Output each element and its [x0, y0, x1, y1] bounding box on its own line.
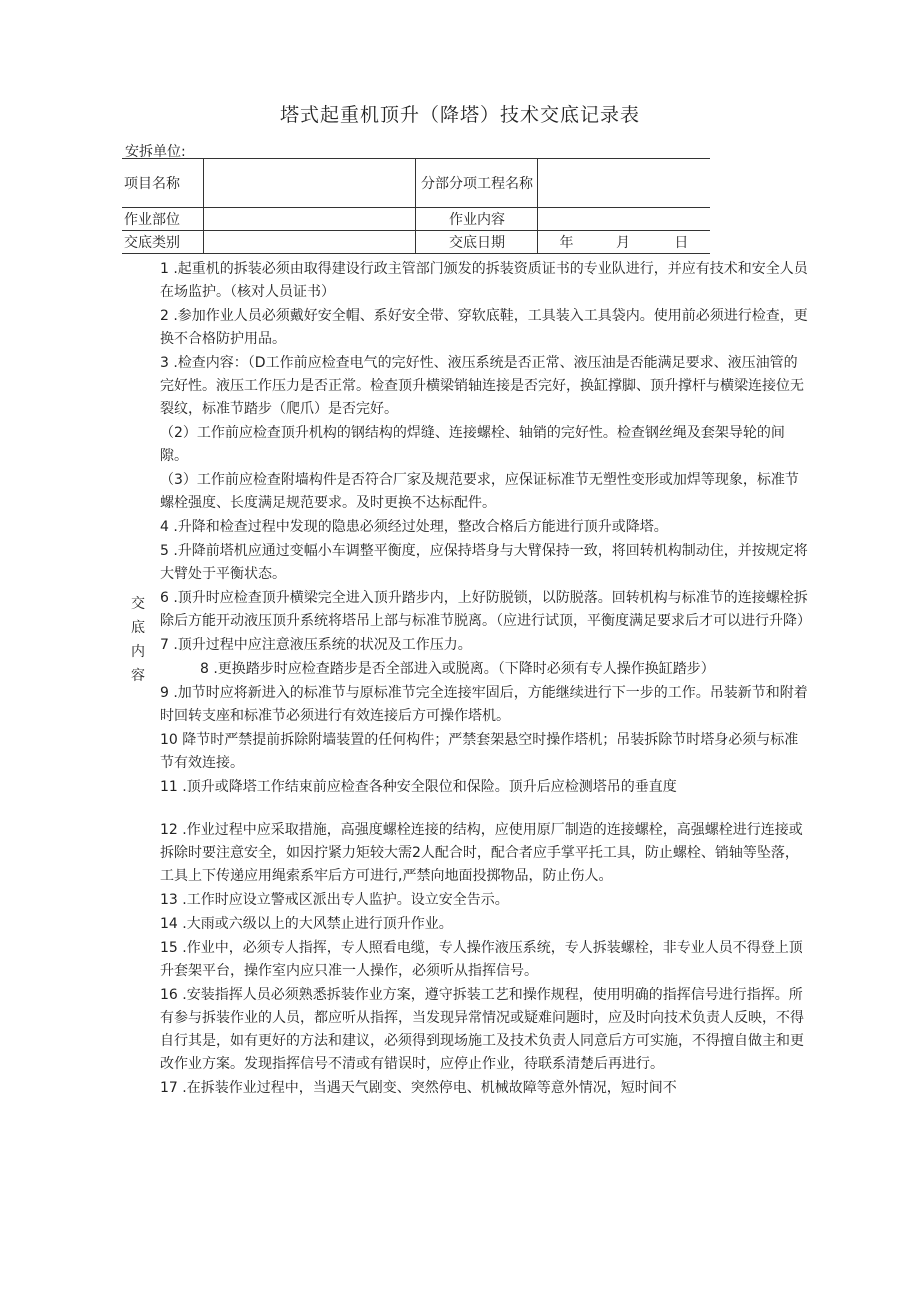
list-item: 12 .作业过程中应采取措施，高强度螺栓连接的结构，应使用原厂制造的连接螺栓，高强螺栓进行连接或拆除时要注意安全，如因拧紧力矩较大需2人配合时，配合者应手掌平托工具，防止螺栓、销轴等坠落，工具上下传递应用绳索系牢后方可进行,严禁向地面投掷物品，防止伤人。 — [160, 822, 803, 884]
sub-project-value — [537, 159, 710, 208]
list-item: （3）工作前应检查附墙构件是否符合厂家及规范要求，应保证标准节无塑性变形或加焊等现象，标准节螺栓强度、长度满足规范要求。及时更换不达标配件。 — [160, 472, 799, 511]
side-label: 交 底 内 容 — [131, 596, 145, 684]
project-name-label: 项目名称 — [122, 159, 203, 208]
sub-project-label: 分部分项工程名称 — [415, 159, 537, 208]
work-part-value — [203, 208, 415, 231]
page-title: 塔式起重机顶升（降塔）技术交底记录表 — [279, 104, 640, 126]
list-item: 6 .顶升时应检查顶升横梁完全进入顶升踏步内，上好防脱锁，以防脱落。回转机构与标准节的连接螺栓拆除后方能开动液压顶升系统将塔吊上部与标准节脱离。（应进行试顶，平衡度满足要求后才可以进行升降） — [160, 590, 811, 629]
work-part-label: 作业部位 — [122, 208, 203, 231]
work-content-label: 作业内容 — [415, 208, 537, 231]
list-item: 4 .升降和检查过程中发现的隐患必须经过处理，整改合格后方能进行顶升或降塔。 — [160, 519, 668, 535]
type-value — [203, 231, 415, 254]
list-item: 14 .大雨或六级以上的大风禁止进行顶升作业。 — [160, 916, 453, 932]
content-body — [160, 258, 810, 1101]
list-item: 3 .检查内容：（D工作前应检查电气的完好性、液压系统是否正常、液压油是否能满足要求、液压油管的完好性。液压工作压力是否正常。检查顶升横梁销轴连接是否完好，换缸撑脚、顶升撑杆与横梁连接位无裂纹，标准节踏步（爬爪）是否完好。 — [160, 355, 804, 417]
list-item: 8 .更换踏步时应检查踏步是否全部进入或脱离。（下降时必须有专人操作换缸踏步） — [200, 661, 715, 677]
date-value — [537, 231, 710, 254]
unit-label: 安拆单位: — [125, 144, 186, 160]
type-label: 交底类别 — [122, 231, 203, 254]
list-item: 9 .加节时应将新进入的标准节与原标准节完全连接牢固后，方能继续进行下一步的工作。吊装新节和附着时回转支座和标准节必须进行有效连接后方可操作塔机。 — [160, 685, 808, 724]
project-name-value — [203, 159, 415, 208]
header-table — [122, 158, 710, 254]
work-content-value — [537, 208, 710, 231]
list-item: 1 .起重机的拆装必须由取得建设行政主管部门颁发的拆装资质证书的专业队进行，并应有技术和安全人员在场监护。（核对人员证书） — [160, 261, 808, 300]
list-item: 17 .在拆装作业过程中，当遇天气剧变、突然停电、机械故障等意外情况，短时间不 — [160, 1080, 677, 1096]
list-item: （2）工作前应检查顶升机构的钢结构的焊缝、连接螺栓、轴销的完好性。检查钢丝绳及套架导轮的间隙。 — [160, 425, 785, 464]
list-item: 13 .工作时应设立警戒区派出专人监护。设立安全告示。 — [160, 892, 509, 908]
list-item: 10 降节时严禁提前拆除附墙装置的任何构件；严禁套架悬空时操作塔机；吊装拆除节时塔身必须与标准节有效连接。 — [160, 732, 799, 771]
list-item: 15 .作业中，必须专人指挥，专人照看电缆，专人操作液压系统，专人拆装螺栓，非专业人员不得登上顶升套架平台，操作室内应只准一人操作，必须听从指挥信号。 — [160, 940, 803, 979]
date-day: 日 — [674, 235, 689, 251]
date-year: 年 — [559, 235, 574, 251]
list-item: 5 .升降前塔机应通过变幅小车调整平衡度，应保持塔身与大臂保持一致，将回转机构制动住，并按规定将大臂处于平衡状态。 — [160, 543, 808, 582]
list-item: 2 .参加作业人员必须戴好安全帽、系好安全带、穿软底鞋，工具装入工具袋内。使用前必须进行检查，更换不合格防护用品。 — [160, 308, 808, 347]
date-month: 月 — [615, 235, 630, 251]
list-item: 11 .顶升或降塔工作结束前应检查各种安全限位和保险。顶升后应检测塔吊的垂直度 — [160, 779, 677, 795]
list-item: 16 .安装指挥人员必须熟悉拆装作业方案，遵守拆装工艺和操作规程，使用明确的指挥信号进行指挥。所有参与拆装作业的人员，都应听从指挥，当发现异常情况或疑难问题时，应及时向技术负责人反映，不得自行其是，如有更好的方法和建议，必须得到现场施工及技术负责人同意后方可实施，不得擅自做主和更改作业方案。发现指挥信号不清或有错误时，应停止作业，待联系清楚后再进行。 — [160, 987, 804, 1072]
date-label: 交底日期 — [415, 231, 537, 254]
list-item: 7 .顶升过程中应注意液压系统的状况及工作压力。 — [160, 637, 472, 653]
